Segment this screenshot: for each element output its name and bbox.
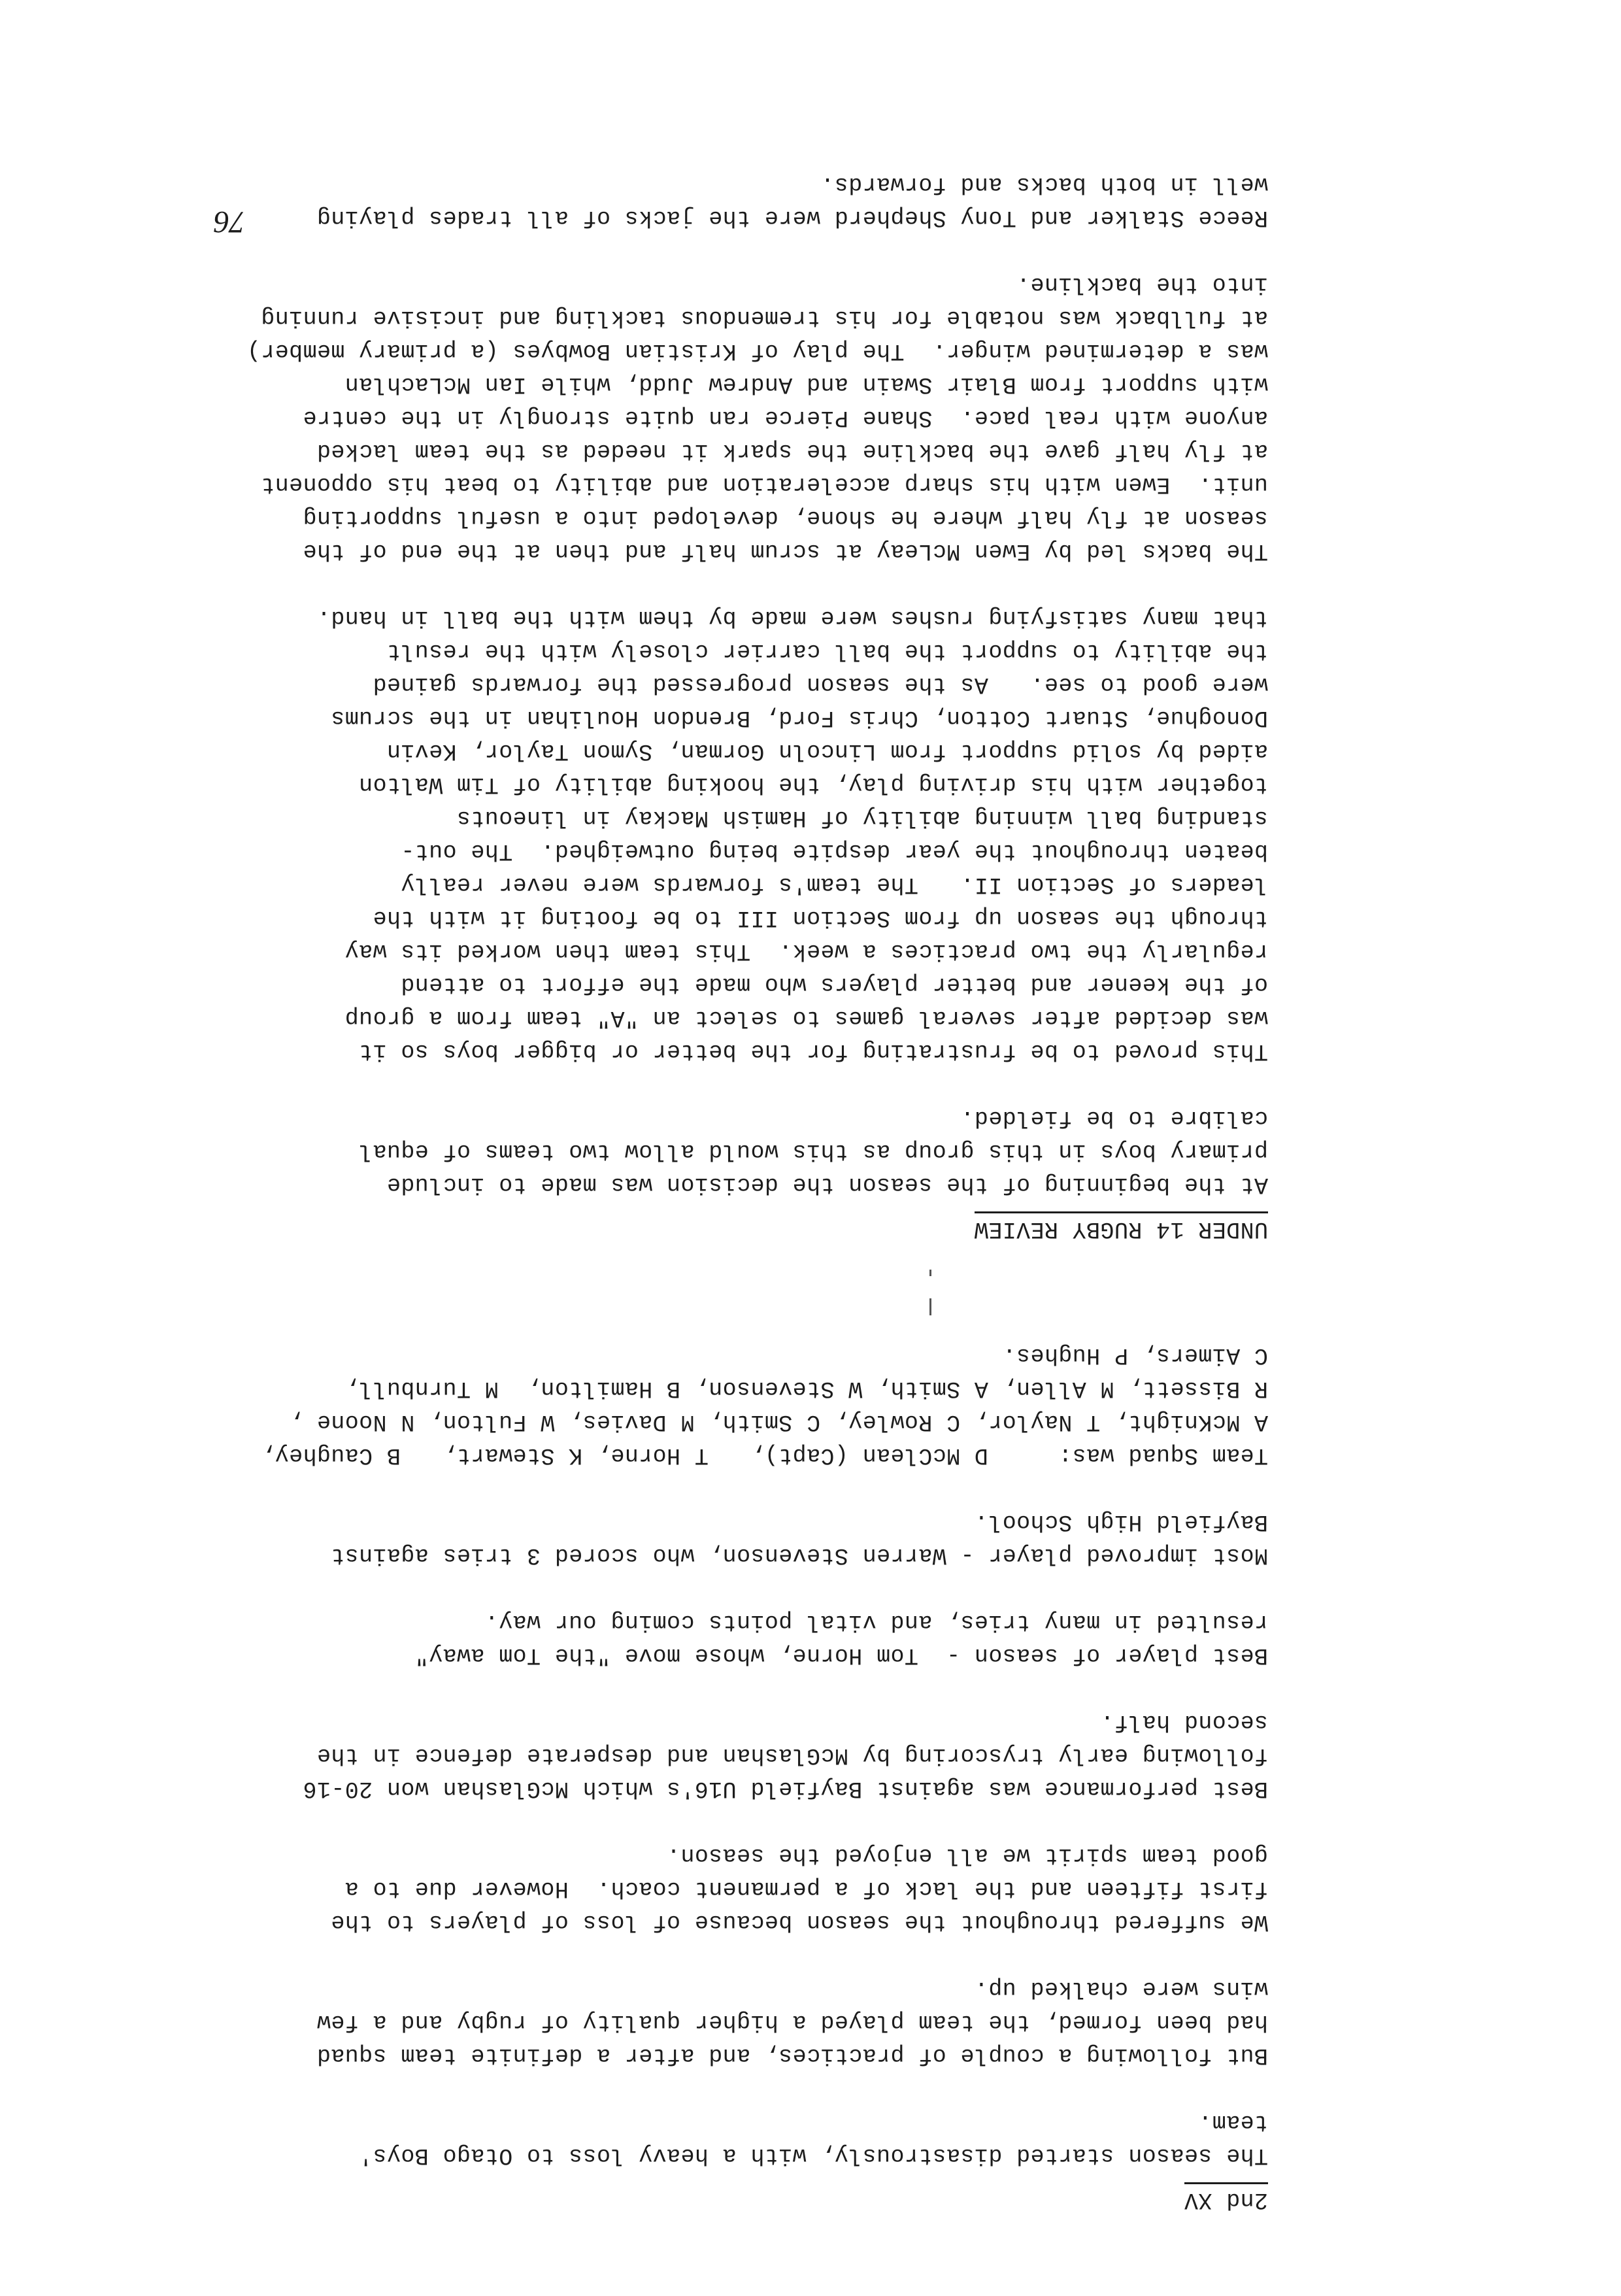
text-line: C Aimers, P Hughes. (1002, 1342, 1268, 1368)
text-line: second half. (1100, 1709, 1268, 1735)
text-line: had been formed, the team played a higher quality of rugby and a few (316, 2009, 1268, 2035)
section-heading-under-14: UNDER 14 RUGBY REVIEW (975, 1211, 1268, 1243)
scan-speck (929, 1270, 931, 1276)
text-line: This proved to be frustrating for the better or bigger boys so it (358, 1038, 1268, 1064)
text-line: into the backline. (1016, 271, 1268, 297)
text-line: was a determined winger. The play of Kristian Bowbyes (a primary member) (246, 338, 1268, 364)
paragraph (118, 1838, 1268, 1938)
paragraph (118, 1338, 1268, 1472)
text-line: leaders of Section II. The team's forwards were never really (400, 871, 1268, 898)
text-line: But following a couple of practices, and after a definite team squad (316, 2042, 1268, 2068)
text-line: through the season up from Section III to be footing it with the (373, 905, 1268, 931)
page-number: 76 (214, 205, 245, 239)
section-heading-2nd-xv: 2nd XV (1184, 2182, 1268, 2214)
paragraph (118, 1972, 1268, 2072)
text-line: at fly half gave the backline the spark it needed as the team lacked (316, 438, 1268, 464)
text-line: with support from Blair Swain and Andrew Judd, while Ian McLachlan (344, 371, 1268, 397)
text-line: beaten throughout the year despite being outweighed. The out- (400, 838, 1268, 864)
text-line: Reece Stalker and Tony Shepherd were the jacks of all trades playing (316, 205, 1268, 231)
text-line: We suffered throughout the season because of loss of players to the (330, 1909, 1268, 1935)
paragraph (118, 1605, 1268, 1672)
text-line: well in both backs and forwards. (820, 171, 1268, 197)
paragraph (118, 2105, 1268, 2172)
paragraph (118, 601, 1268, 1068)
text-line: team. (1197, 2109, 1268, 2135)
text-line: were good to see. As the season progressed the forwards gained (373, 671, 1268, 698)
paragraph (118, 1101, 1268, 1201)
text-line: together with his driving play, the hooking ability of Tim Walton (358, 771, 1268, 798)
paragraph (118, 1705, 1268, 1805)
section-2nd-xv (118, 1305, 1268, 2214)
text-line: At the beginning of the season the decision was made to include (386, 1172, 1268, 1198)
text-line: regularly the two practices a week. This team then worked its way (344, 938, 1268, 964)
text-line: resulted in many tries, and vital points coming our way. (484, 1609, 1268, 1635)
text-line: Most improved player - Warren Stevenson, who scored 3 tries against (330, 1542, 1268, 1568)
section-body-2nd-xv (118, 1338, 1268, 2172)
text-line: primary boys in this group as this would allow two teams of equal (358, 1138, 1268, 1164)
paragraph (118, 167, 1268, 234)
text-line: that many satisfying rushes were made by them with the ball in hand. (316, 605, 1268, 631)
text-line: aided by solid support from Lincoln Gorman, Symon Taylor, Kevin (386, 738, 1268, 764)
paragraph (118, 1505, 1268, 1572)
section-body-under-14 (118, 167, 1268, 1201)
text-line: Bayfield High School. (974, 1509, 1268, 1535)
text-line: Donoghue, Stuart Cotton, Chris Ford, Brendon Houlihan in the scrums (330, 705, 1268, 731)
text-line: first fifteen and the lack of a permanent coach. However due to a (344, 1876, 1268, 1902)
text-line: season at fly half where he shone, developed into a useful supporting (303, 505, 1268, 531)
text-line: good team spirit we all enjoyed the season. (666, 1842, 1268, 1868)
text-line: at fullback was notable for his tremendous tackling and incisive running (260, 305, 1268, 331)
text-line: standing ball winning ability of Hamish Mackay in lineouts (456, 805, 1268, 831)
text-line: wins were chalked up. (974, 1976, 1268, 2002)
paragraph (118, 267, 1268, 567)
text-line: calibre to be fielded. (960, 1105, 1268, 1131)
text-line: was decided after several games to select an "A" team from a group (344, 1005, 1268, 1031)
text-line: The backs led by Ewen McLeay at scrum half and then at the end of the (303, 538, 1268, 564)
text-line: Best player of season - Tom Horne, whose move "the Tom away" (414, 1642, 1268, 1668)
scan-speck (929, 1298, 931, 1315)
text-line: unit. Ewen with his sharp acceleration and ability to beat his opponent (260, 471, 1268, 498)
section-under-14-rugby-review (118, 134, 1268, 1243)
text-line: A McKnight, T Naylor, C Rowley, C Smith, M Davies, W Fulton, N Noone , (288, 1409, 1268, 1435)
text-line: Best performance was against Bayfield U16's which McGlashan won 20-16 (303, 1776, 1268, 1802)
text-line: Team Squad was: D McClean (Capt), T Horne, K Stewart, B Caughey, (260, 1442, 1268, 1468)
text-line: The season started disastrously, with a heavy loss to Otago Boys' (358, 2142, 1268, 2169)
text-line: following early tryscoring by McGlashan and desperate defence in the (316, 1742, 1268, 1768)
text-line: of the keener and better players who made the effort to attend (400, 971, 1268, 998)
text-line: the ability to support the ball carrier closely with the result (386, 638, 1268, 664)
text-line: anyone with real pace. Shane Pierce ran quite strongly in the centre (303, 405, 1268, 431)
text-line: R Bissett, M Allen, A Smith, W Stevenson, B Hamilton, M Turnbull, (344, 1376, 1268, 1402)
